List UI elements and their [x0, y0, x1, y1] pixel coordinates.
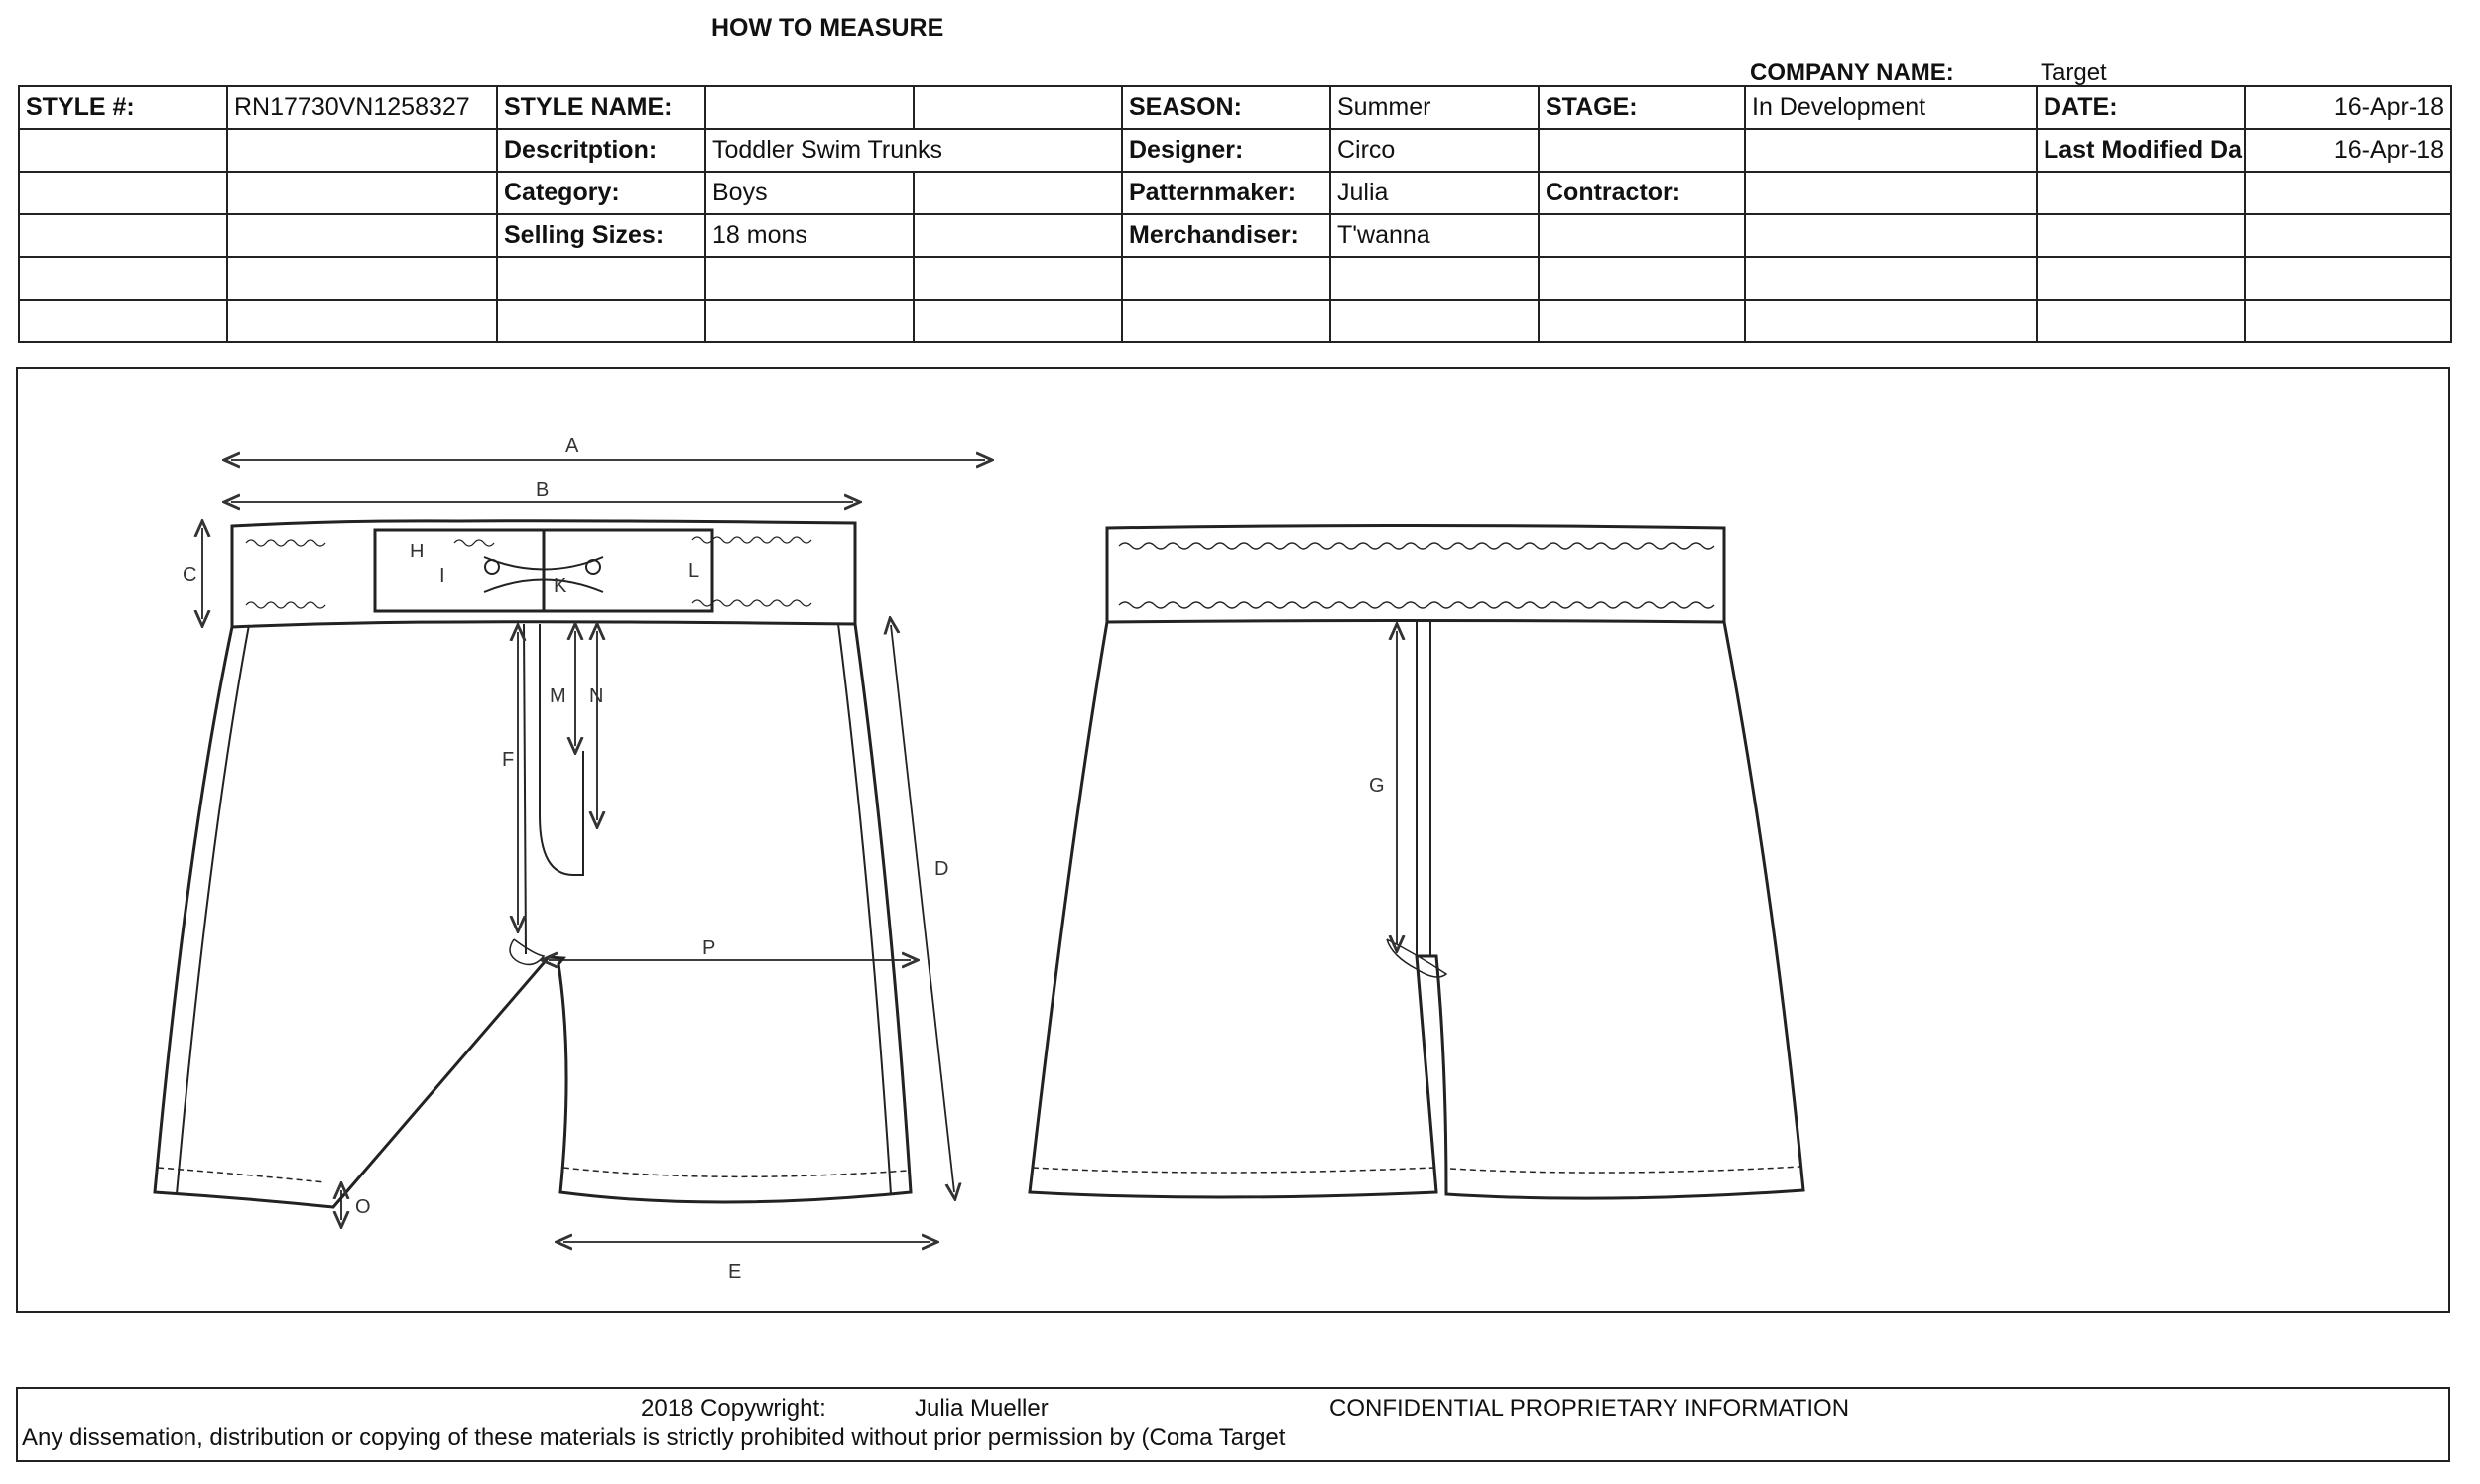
empty-cell — [497, 257, 705, 300]
left-hem-stitch — [158, 1168, 325, 1182]
category-value: Boys — [705, 172, 914, 214]
date-label: DATE: — [2037, 86, 2245, 129]
technical-drawing-panel — [16, 367, 2450, 1313]
patternmaker-label: Patternmaker: — [1122, 172, 1330, 214]
selling-sizes-label: Selling Sizes: — [497, 214, 705, 257]
empty-cell — [1539, 300, 1745, 342]
last-modified-label: Last Modified Da — [2037, 129, 2245, 172]
season-label: SEASON: — [1122, 86, 1330, 129]
style-number-value: RN17730VN1258327 — [227, 86, 497, 129]
empty-cell — [19, 300, 227, 342]
drawcord-tip — [510, 939, 544, 964]
merchandiser-label: Merchandiser: — [1122, 214, 1330, 257]
empty-cell — [914, 300, 1122, 342]
empty-cell — [705, 257, 914, 300]
description-label: Descritption: — [497, 129, 705, 172]
empty-cell — [2245, 214, 2451, 257]
empty-cell — [1539, 257, 1745, 300]
copyright-author: Julia Mueller — [915, 1395, 1049, 1422]
confidential-notice: CONFIDENTIAL PROPRIETARY INFORMATION — [1329, 1395, 1850, 1422]
contractor-value — [1745, 172, 2037, 214]
empty-cell — [2245, 300, 2451, 342]
empty-cell — [705, 300, 914, 342]
empty-cell — [1745, 257, 2037, 300]
empty-cell — [2037, 172, 2245, 214]
empty-cell — [19, 257, 227, 300]
date-value: 16-Apr-18 — [2245, 86, 2451, 129]
empty-cell — [1330, 300, 1539, 342]
empty-cell — [2245, 172, 2451, 214]
side-stripe-right — [838, 624, 891, 1194]
company-name-value: Target — [2041, 60, 2107, 86]
back-waistband — [1107, 526, 1724, 623]
description-value: Toddler Swim Trunks — [705, 129, 1122, 172]
dim-d-line — [891, 625, 954, 1192]
measure-label-d: D — [934, 858, 949, 880]
empty-cell — [2037, 257, 2245, 300]
copyright-year: 2018 Copywright: — [641, 1395, 826, 1422]
designer-value: Circo — [1330, 129, 1539, 172]
empty-cell — [19, 214, 227, 257]
measure-label-p: P — [702, 937, 716, 959]
right-hem-stitch — [563, 1168, 908, 1176]
measure-label-g: G — [1369, 775, 1385, 797]
last-modified-value: 16-Apr-18 — [2245, 129, 2451, 172]
measure-label-n: N — [589, 685, 604, 707]
empty-cell — [227, 129, 497, 172]
back-waistband-texture — [1119, 543, 1714, 608]
fly-curve — [540, 751, 583, 875]
measure-label-f: F — [502, 749, 515, 771]
measure-label-e: E — [728, 1261, 742, 1283]
empty-cell — [19, 172, 227, 214]
empty-cell — [227, 257, 497, 300]
empty-cell — [1539, 129, 1745, 172]
stage-value: In Development — [1745, 86, 2037, 129]
measure-label-k: K — [554, 575, 567, 597]
measure-label-a: A — [565, 435, 579, 457]
fly-tab-right — [544, 530, 712, 611]
empty-cell — [914, 172, 1122, 214]
page-title: HOW TO MEASURE — [711, 14, 944, 42]
empty-cell — [1122, 300, 1330, 342]
spec-header-table — [18, 85, 2452, 343]
empty-cell — [227, 172, 497, 214]
patternmaker-value: Julia — [1330, 172, 1539, 214]
measure-label-b: B — [536, 479, 550, 501]
empty-cell — [1539, 214, 1745, 257]
empty-cell — [1745, 129, 2037, 172]
grommet-left — [485, 560, 499, 574]
season-value: Summer — [1330, 86, 1539, 129]
merchandiser-value: T'wanna — [1330, 214, 1539, 257]
empty-cell — [497, 300, 705, 342]
back-center-seam — [1417, 622, 1430, 956]
back-view — [1030, 526, 1803, 1199]
contractor-label: Contractor: — [1539, 172, 1745, 214]
measure-label-c: C — [183, 564, 197, 586]
empty-cell — [914, 214, 1122, 257]
empty-cell — [2037, 214, 2245, 257]
empty-cell — [2245, 257, 2451, 300]
empty-cell — [1745, 214, 2037, 257]
front-view — [155, 435, 985, 1283]
empty-cell — [1122, 257, 1330, 300]
measure-label-l: L — [688, 560, 700, 582]
waistband-texture — [246, 537, 811, 608]
empty-cell — [914, 86, 1122, 129]
designer-label: Designer: — [1122, 129, 1330, 172]
back-hem-stitch-left — [1033, 1168, 1434, 1173]
company-name-label: COMPANY NAME: — [1750, 60, 1954, 86]
fly-tab-left — [375, 530, 544, 611]
empty-cell — [227, 300, 497, 342]
stage-label: STAGE: — [1539, 86, 1745, 129]
empty-cell — [914, 257, 1122, 300]
grommet-right — [586, 560, 600, 574]
empty-cell — [1745, 300, 2037, 342]
empty-cell — [1330, 257, 1539, 300]
empty-cell — [227, 214, 497, 257]
footer-box — [16, 1387, 2450, 1462]
back-hem-stitch-right — [1450, 1167, 1800, 1173]
swim-trunks-flat-sketch — [18, 369, 2448, 1311]
measure-label-i: I — [439, 565, 445, 587]
style-name-value — [705, 86, 914, 129]
fly-seam — [524, 624, 540, 954]
side-stripe-left — [177, 625, 249, 1194]
style-number-label: STYLE #: — [19, 86, 227, 129]
front-body — [155, 624, 911, 1207]
measure-label-h: H — [410, 541, 425, 562]
measure-label-o: O — [355, 1196, 371, 1218]
distribution-notice: Any dissemation, distribution or copying of these materials is strictly prohibited without prior permission by (Coma Target — [22, 1424, 1286, 1451]
empty-cell — [19, 129, 227, 172]
selling-sizes-value: 18 mons — [705, 214, 914, 257]
empty-cell — [2037, 300, 2245, 342]
measure-label-m: M — [550, 685, 566, 707]
style-name-label: STYLE NAME: — [497, 86, 705, 129]
category-label: Category: — [497, 172, 705, 214]
